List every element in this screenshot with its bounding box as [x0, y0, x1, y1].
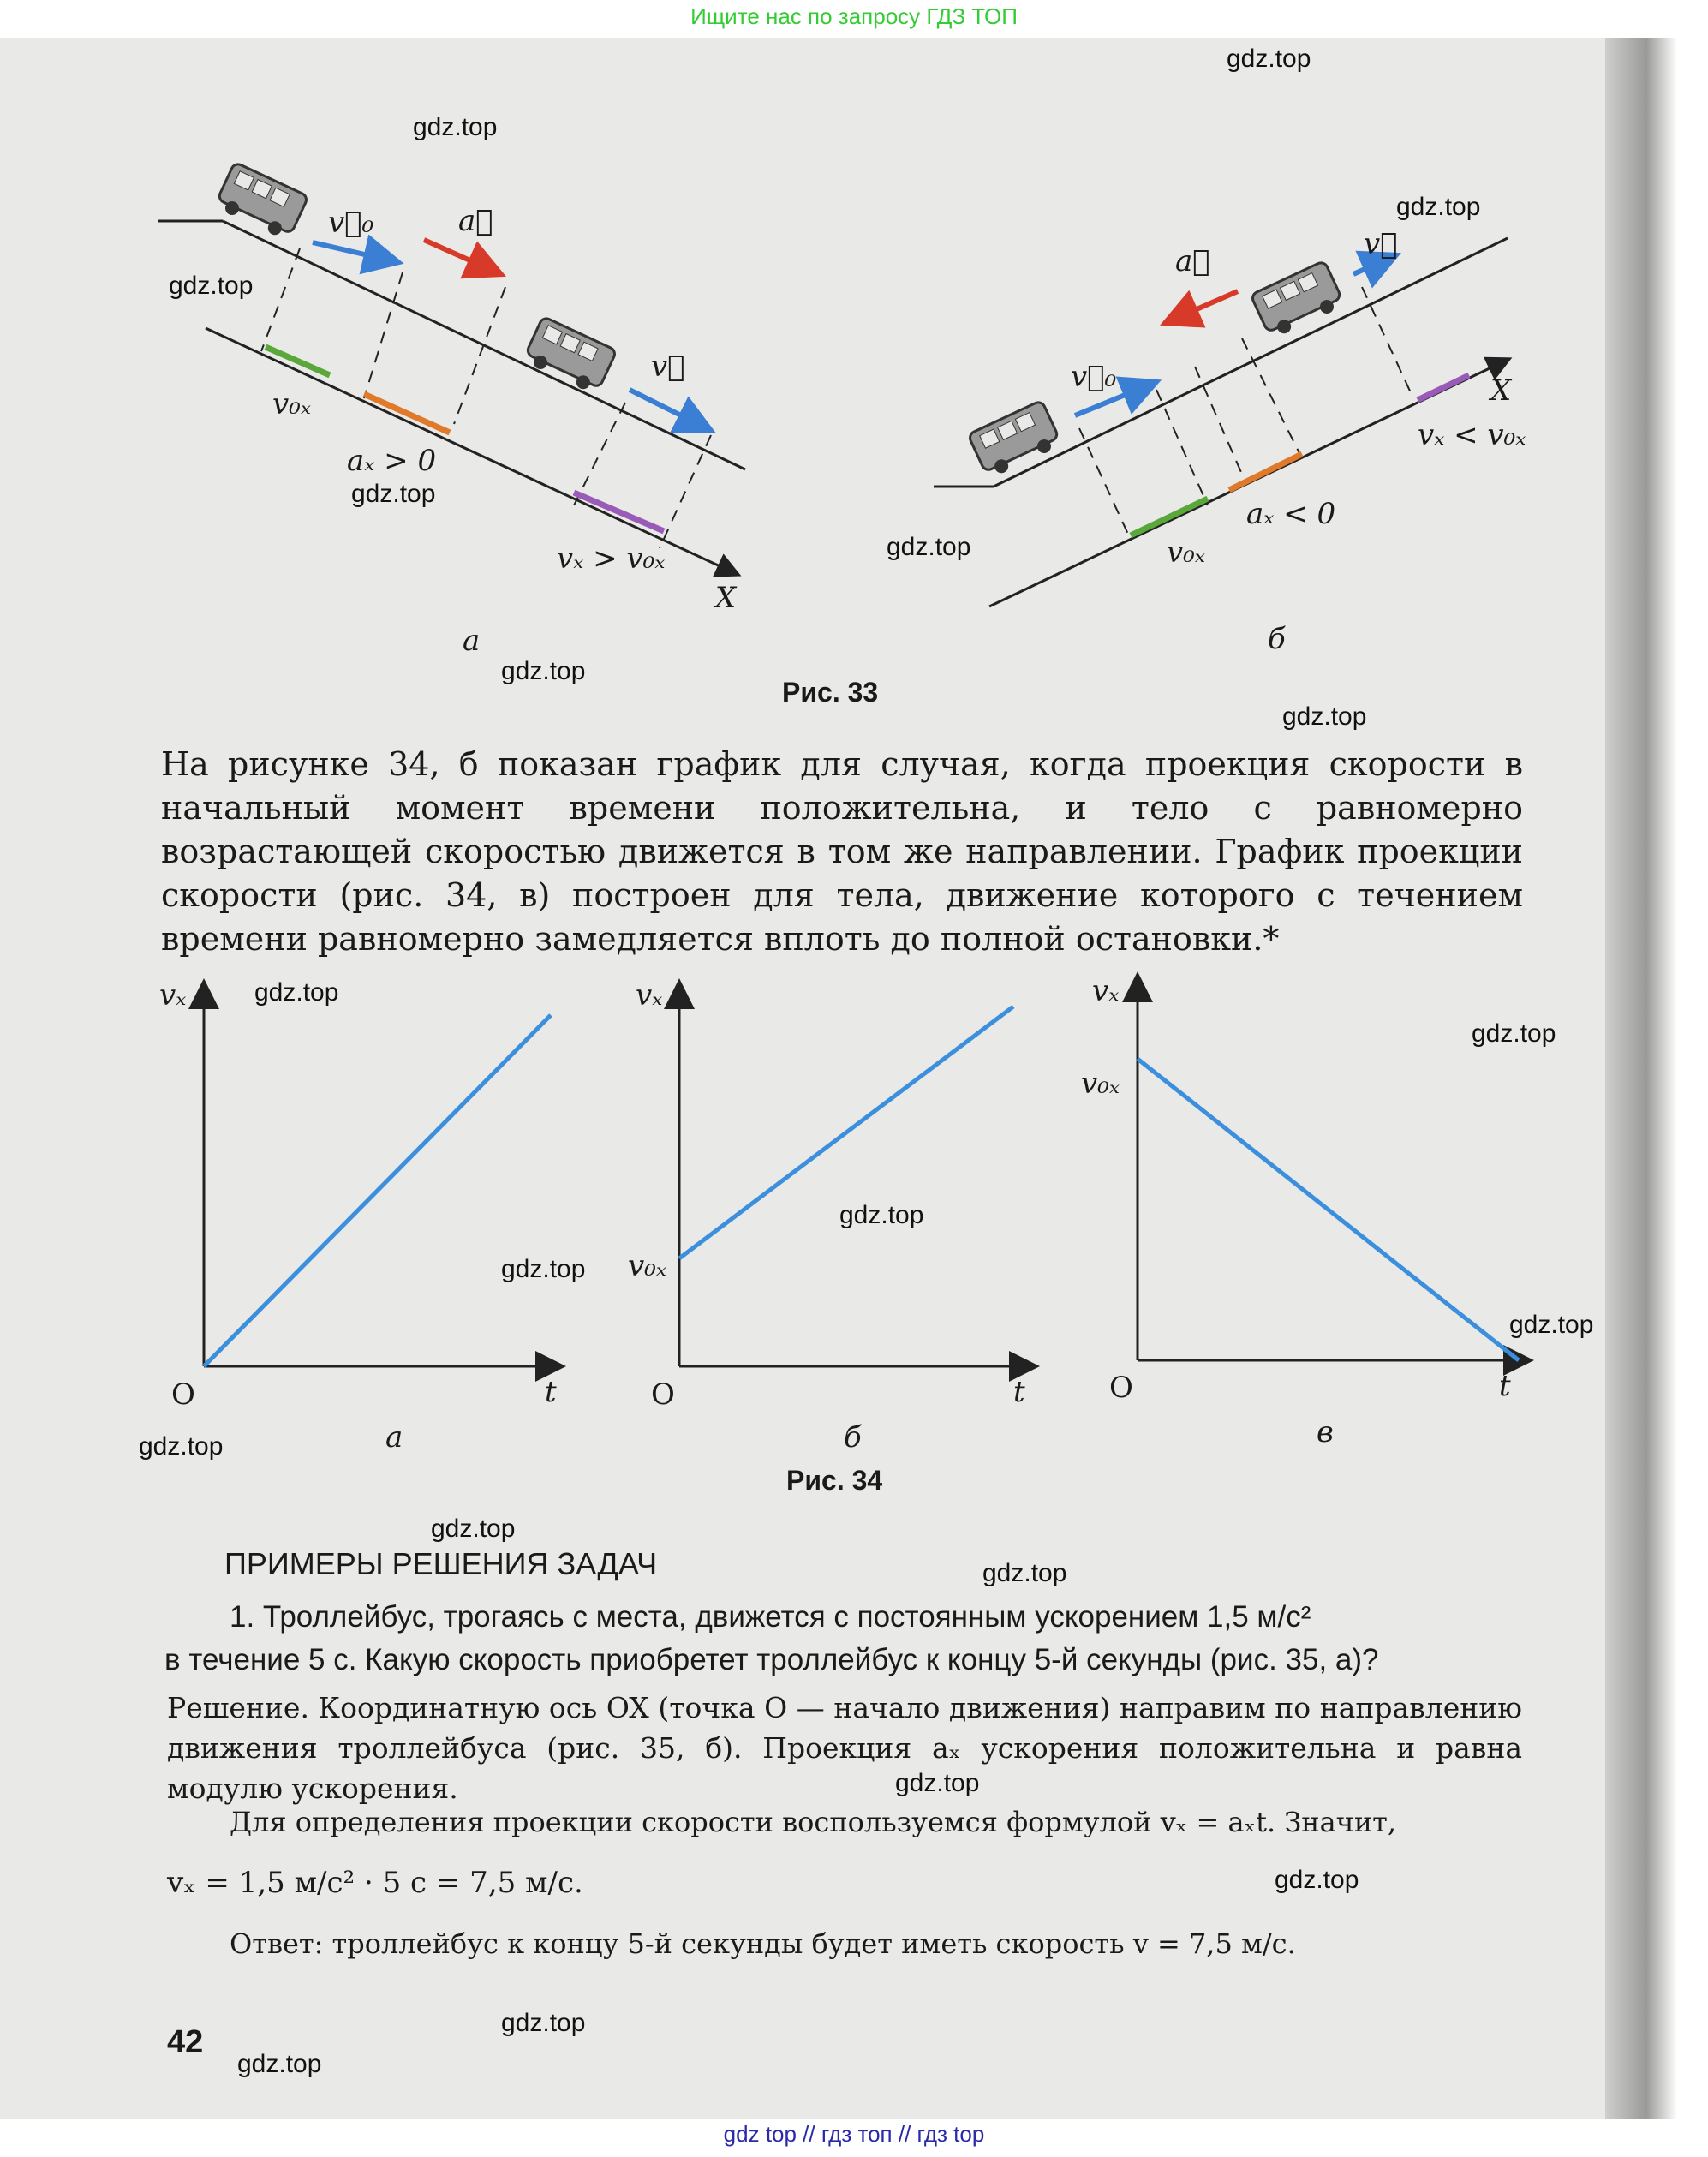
watermark-2[interactable]: gdz.top [1227, 45, 1311, 73]
chart-b-ylabel: vₓ [636, 978, 663, 1013]
answer-text: Ответ: троллейбус к концу 5-й секунды будет иметь скорость v = 7,5 м/с. [230, 1927, 1296, 1960]
chart-b-v0x-tick: v₀ₓ [628, 1249, 666, 1283]
chart-b-origin: O [651, 1377, 675, 1412]
watermark-8[interactable]: gdz.top [1282, 702, 1367, 731]
watermark-6[interactable]: gdz.top [887, 533, 971, 561]
chart-a-series-line [204, 1015, 551, 1366]
fig33a-v0-label: v⃗₀ [328, 206, 374, 240]
fig33b-axis-label: X [1490, 373, 1512, 408]
watermark-12[interactable]: gdz.top [501, 1255, 586, 1283]
problem-line-2: в течение 5 с. Какую скорость приобретет троллейбус к концу 5-й секунды (рис. 35, а)? [164, 1643, 1379, 1676]
solution-text: Решение. Координатную ось OX (точка O — начало движения) направим по направлению движения троллейбуса (рис. 35, б). Проекция aₓ ускорения положительна и равна модулю ускорения. [167, 1691, 1522, 1805]
chart-a-title: а [385, 1420, 403, 1455]
watermark-20[interactable]: gdz.top [237, 2050, 322, 2078]
chart-a [204, 983, 561, 1366]
watermark-19[interactable]: gdz.top [501, 2009, 586, 2037]
formula-result: vₓ = 1,5 м/с² · 5 с = 7,5 м/с. [167, 1866, 583, 1900]
fig33b-sub-label: б [1268, 622, 1286, 656]
watermark-7[interactable]: gdz.top [501, 657, 586, 685]
watermark-13[interactable]: gdz.top [1509, 1311, 1594, 1339]
chart-c-xlabel: t [1499, 1369, 1511, 1403]
watermark-4[interactable]: gdz.top [169, 272, 254, 300]
watermark-14[interactable]: gdz.top [139, 1432, 224, 1461]
chart-c-series-line [1138, 1059, 1519, 1360]
watermark-11[interactable]: gdz.top [839, 1201, 924, 1229]
watermark-16[interactable]: gdz.top [982, 1559, 1067, 1587]
watermark-3[interactable]: gdz.top [1396, 193, 1481, 221]
fig33a-v-label: v⃗ [651, 350, 685, 384]
fig33a-ax-label: aₓ > 0 [347, 444, 437, 478]
watermark-17[interactable]: gdz.top [895, 1769, 980, 1797]
chart-c-title: в [1317, 1415, 1334, 1449]
fig33a-sub-label: а [463, 624, 481, 658]
fig33b-a-label: a⃗ [1175, 244, 1210, 278]
problem-line-1: 1. Троллейбус, трогаясь с места, движется с постоянным ускорением 1,5 м/с² [230, 1600, 1311, 1634]
fig33a-axis-label: X [715, 581, 737, 615]
figure-33-caption: Рис. 33 [782, 677, 879, 708]
watermark-18[interactable]: gdz.top [1275, 1866, 1359, 1894]
bottom-banner[interactable]: gdz top // гдз топ // гдз top [723, 2121, 985, 2147]
fig33b-v-label: v⃗ [1364, 227, 1398, 261]
chart-a-xlabel: t [545, 1375, 557, 1409]
formula-intro: Для определения проекции скорости воспользуемся формулой vₓ = aₓt. Значит, [230, 1806, 1397, 1838]
fig33b-vx-compare: vₓ < v₀ₓ [1418, 418, 1526, 452]
fig33a-vx-compare: vₓ > v₀ₓ [557, 541, 666, 576]
chart-a-ylabel: vₓ [159, 978, 187, 1013]
chart-c-ylabel: vₓ [1092, 974, 1120, 1008]
fig33b-v0x-label: v₀ₓ [1167, 535, 1205, 570]
watermark-15[interactable]: gdz.top [431, 1515, 516, 1543]
chart-c [1138, 977, 1529, 1360]
examples-heading: ПРИМЕРЫ РЕШЕНИЯ ЗАДАЧ [224, 1546, 658, 1581]
watermark-5[interactable]: gdz.top [351, 480, 436, 508]
fig33a-a-label: a⃗ [458, 204, 493, 238]
watermark-10[interactable]: gdz.top [1472, 1019, 1556, 1048]
fig33a-v0x-label: v₀ₓ [272, 387, 311, 421]
page-number: 42 [167, 2024, 204, 2060]
chart-c-v0x-tick: v₀ₓ [1081, 1067, 1120, 1101]
top-banner[interactable]: Ищите нас по запросу ГДЗ ТОП [690, 3, 1018, 29]
watermark-1[interactable]: gdz.top [413, 113, 498, 141]
chart-c-origin: O [1109, 1371, 1133, 1405]
chart-b [679, 983, 1035, 1366]
chart-b-title: б [844, 1420, 862, 1455]
fig33b-ax-label: aₓ < 0 [1246, 497, 1336, 531]
chart-b-xlabel: t [1013, 1375, 1025, 1409]
fig33b-v0-label: v⃗₀ [1071, 360, 1117, 394]
figure-34-caption: Рис. 34 [786, 1465, 883, 1496]
paragraph-fig34-description: На рисунке 34, б показан график для случая, когда проекция скорости в начальный момент времени положительна, и тело с равномерно возрастающей скоростью движется в том же направлении. График проекции скорости (рис. 34, в) построен для тела, движение которого с течением времени равномерно замедляется вплоть до полной остановки.* [161, 745, 1523, 958]
watermark-9[interactable]: gdz.top [254, 978, 339, 1007]
chart-a-origin: O [171, 1377, 195, 1412]
